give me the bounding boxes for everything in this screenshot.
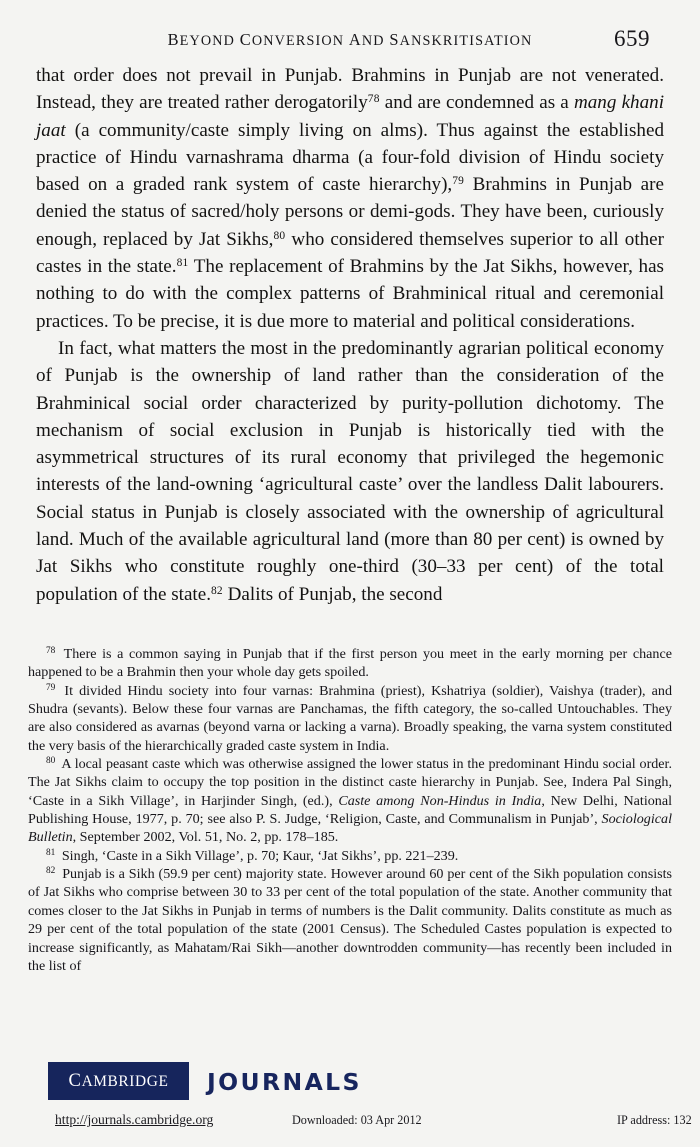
italic-title: mang khani jaat	[36, 92, 664, 141]
body-paragraph: that order does not prevail in Punjab. Brahmins in Punjab are not venerated. Instead, they are treated rather derogatorily$^{78}$ and are condemned as a mang khani jaat (a community/caste simply living on alms). Thus against the established practice of Hindu varnashrama dharma (a four-fold division of Hindu society based on a graded rank system of caste hierarchy),$^{79}$ Brahmins in Punjab are denied the status of sacred/holy persons or demi-gods. They have been, curiously enough, replaced by Jat Sikhs,$^{80}$ who considered themselves superior to all other castes in the state.$^{81}$ The replacement of Brahmins by the Jat Sikhs, however, has nothing to do with the complex patterns of Brahminical ritual and ceremonial practices. To be precise, it is due more to material and political considerations.	[36, 65, 665, 332]
cambridge-journals-branding	[0, 1052, 700, 1108]
footnote-reference[interactable]: 82	[211, 584, 223, 597]
ip-address-label: IP address: 132	[617, 1113, 692, 1127]
footnote: $^{81}$ Singh, ‘Caste in a Sikh Village’, p. 70; Kaur, ‘Jat Sikhs’, pp. 221–239.	[46, 847, 459, 864]
page-footer	[0, 1112, 700, 1138]
footnote: $^{80}$ A local peasant caste which was otherwise assigned the lower status in the predominant Hindu social order. The Jat Sikhs claim to occupy the top position in the distinct caste hierarchy in Punjab. See, Indera Pal Singh, ‘Caste in a Sikh Village’, in Harjinder Singh, (ed.), Caste among Non-Hindus in India, New Delhi, National Publishing House, 1977, p. 70; see also P. S. Judge, ‘Religion, Caste, and Communalism in Punjab’, Sociological Bulletin, September 2002, Vol. 51, No. 2, pp. 178–185.	[28, 755, 673, 846]
footnote-number: 82	[46, 866, 56, 877]
running-head	[36, 26, 664, 56]
cambridge-logo-text: CAMBRIDGE	[68, 1070, 169, 1091]
running-head-title: BEYOND CONVERSION AND SANSKRITISATION	[167, 30, 533, 49]
footnote-reference[interactable]: 78	[367, 93, 380, 106]
cambridge-logo-box	[48, 1062, 189, 1100]
footnote-number: 79	[46, 682, 56, 693]
footnote-reference[interactable]: 79	[452, 175, 465, 188]
footnote-number: 78	[46, 645, 56, 656]
downloaded-date: Downloaded: 03 Apr 2012	[292, 1113, 422, 1127]
body-text	[36, 62, 664, 608]
journals-wordmark: JOURNALS	[207, 1068, 362, 1096]
footnotes-block	[28, 645, 672, 975]
footnote: $^{78}$ There is a common saying in Punjab that if the first person you meet in the early morning per chance happened to be a Brahmin then your whole day gets spoiled.	[28, 645, 672, 681]
italic-title: Sociological Bulletin	[28, 811, 672, 846]
journals-url-link[interactable]: http://journals.cambridge.org	[55, 1112, 214, 1127]
footnote-number: 80	[46, 755, 56, 766]
footnote: $^{79}$ It divided Hindu society into four varnas: Brahmina (priest), Kshatriya (soldier), Vaishya (trader), and Shudra (sevants). Below these four varnas are Panchamas, the fifth category, the so-called Untouchables. They are also considered as avarnas (beyond varna or lacking a varna). Broadly speaking, the varna system constituted the very basis of the hierarchically graded caste system in India.	[28, 682, 672, 754]
footnote-reference[interactable]: 80	[273, 229, 286, 242]
page-folio-number: 659	[614, 26, 650, 51]
footnote: $^{82}$ Punjab is a Sikh (59.9 per cent) majority state. However around 60 per cent of the Sikh population consists of Jat Sikhs who comprise between 30 to 33 per cent of the total population of the state. Another community that comes closer to the Jat Sikhs in Punjab in terms of numbers is the Dalit community. Dalits constitute as much as 29 per cent of the total population of the state (2001 Census). The Scheduled Castes population is expected to increase significantly, as Mahatam/Rai Sikh—another downtrodden community—has recently been included in the list of	[28, 866, 672, 974]
footnote-reference[interactable]: 81	[176, 257, 189, 270]
footnote-number: 81	[46, 847, 56, 858]
italic-title: Caste among Non-Hindus in India	[338, 792, 542, 809]
body-paragraph: In fact, what matters the most in the predominantly agrarian political economy of Punjab is the ownership of land rather than the consideration of the Brahminical social order characterized by purity-pollution dichotomy. The mechanism of social exclusion in Punjab is historically tied with the asymmetrical structures of its rural economy that privileged the hegemonic interests of the land-owning ‘agricultural caste’ over the landless Dalit labourers. Social status in Punjab is closely associated with the ownership of agricultural land. Much of the available agricultural land (more than 80 per cent) is owned by Jat Sikhs who constitute roughly one-third (30–33 per cent) of the total population of the state.$^{82}$ Dalits of Punjab, the second	[36, 337, 664, 605]
